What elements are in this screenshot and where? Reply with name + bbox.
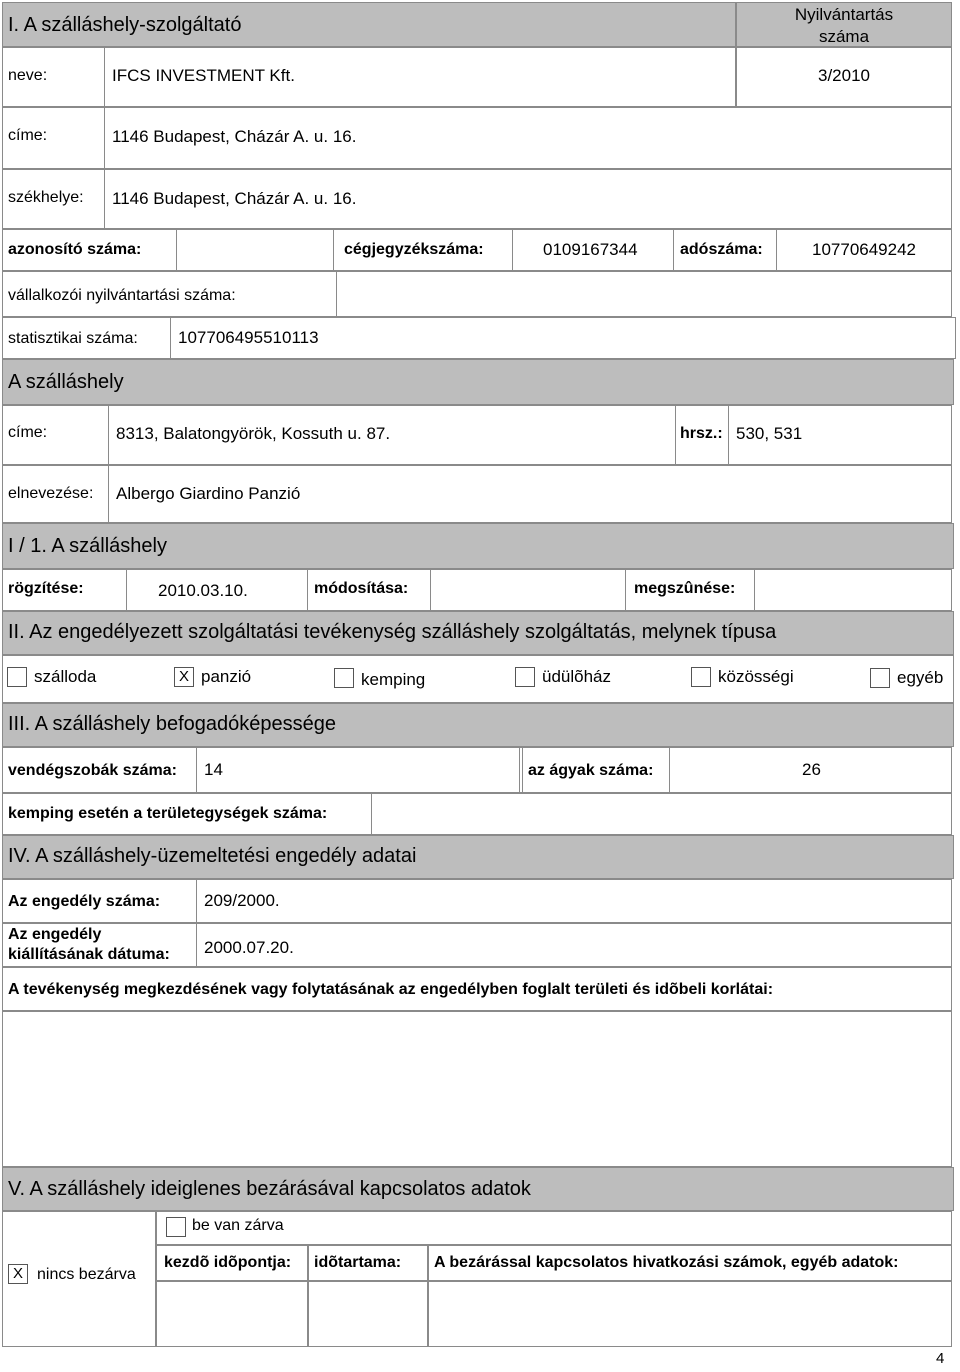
type-egyeb-label: egyéb — [897, 668, 944, 687]
activity-types-row — [2, 655, 954, 703]
type-udulohaz-checkbox[interactable] — [515, 667, 535, 687]
recorded-value: 2010.03.10. — [158, 581, 248, 600]
permit-date-label-line2: kiállításának dátuma: — [8, 946, 170, 963]
provider-id-value-cell — [176, 229, 334, 271]
provider-address-label: címe: — [8, 127, 48, 144]
registration-number-label-line1: Nyilvántartás — [794, 5, 894, 24]
closure-refs-label: A bezárással kapcsolatos hivatkozási számok, egyéb adatok: — [434, 1254, 899, 1271]
rooms-value: 14 — [204, 760, 223, 779]
closure-heading: V. A szálláshely ideiglenes bezárásával kapcsolatos adatok — [8, 1178, 531, 1200]
type-kemping-checkbox[interactable] — [334, 668, 354, 688]
registration-number-label-line2: száma — [818, 27, 870, 46]
provider-seat-label: székhelye: — [8, 189, 84, 206]
stat-value: 107706495510113 — [178, 328, 319, 347]
rooms-label: vendégszobák száma: — [8, 762, 177, 779]
permit-heading: IV. A szálláshely-üzemeltetési engedély adatai — [8, 845, 417, 867]
hrsz-value: 530, 531 — [736, 424, 803, 443]
registration-heading: I / 1. A szálláshely — [8, 535, 167, 557]
ended-label: megszûnése: — [634, 580, 736, 597]
permit-date-value: 2000.07.20. — [204, 938, 294, 957]
permit-number-label: Az engedély száma: — [8, 893, 161, 910]
permit-limits-area — [2, 1011, 952, 1167]
type-kemping-label: kemping — [361, 670, 426, 689]
rooms-value-cell — [196, 747, 520, 793]
closure-refs-value-cell — [428, 1281, 952, 1347]
modified-label: módosítása: — [314, 580, 409, 597]
closure-start-value-cell — [156, 1281, 308, 1347]
permit-date-value-cell — [196, 923, 952, 967]
closed-checkbox[interactable] — [166, 1217, 186, 1237]
page-number: 4 — [936, 1350, 945, 1367]
stat-label: statisztikai száma: — [8, 330, 138, 347]
permit-number-value-cell — [196, 879, 952, 923]
type-kozossegi-checkbox[interactable] — [691, 667, 711, 687]
provider-heading: I. A szálláshely-szolgáltató — [8, 14, 242, 36]
not-closed-checkbox[interactable]: X — [8, 1264, 28, 1284]
type-szalloda-label: szálloda — [34, 667, 97, 686]
permit-date-label-line1: Az engedély — [8, 926, 102, 943]
camping-label: kemping esetén a területegységek száma: — [8, 805, 328, 822]
entrepreneur-value-cell — [336, 271, 952, 317]
provider-name-value: IFCS INVESTMENT Kft. — [112, 66, 295, 85]
recorded-label: rögzítése: — [8, 580, 84, 597]
accommodation-address-label: címe: — [8, 424, 48, 441]
type-szalloda-checkbox[interactable] — [7, 667, 27, 687]
beds-value: 26 — [802, 760, 821, 779]
type-udulohaz-label: üdülõház — [542, 667, 612, 686]
permit-limits-label: A tevékenység megkezdésének vagy folytatásának az engedélyben foglalt területi és idõbeli korlátai: — [8, 981, 774, 998]
accommodation-header — [2, 359, 954, 405]
capacity-heading: III. A szálláshely befogadóképessége — [8, 713, 337, 735]
type-panzio-checkbox[interactable]: X — [174, 667, 194, 687]
company-reg-label: cégjegyzékszáma: — [344, 241, 484, 258]
provider-seat-value: 1146 Budapest, Cházár A. u. 16. — [112, 189, 357, 208]
type-egyeb-checkbox[interactable] — [870, 668, 890, 688]
company-reg-value: 0109167344 — [543, 240, 638, 259]
provider-id-label: azonosító száma: — [8, 241, 142, 258]
accommodation-address-value: 8313, Balatongyörök, Kossuth u. 87. — [116, 424, 391, 443]
registration-number-value: 3/2010 — [818, 66, 870, 85]
closure-duration-label: idõtartama: — [314, 1254, 402, 1271]
not-closed-label: nincs bezárva — [37, 1266, 136, 1283]
beds-label: az ágyak száma: — [528, 762, 654, 779]
closed-label: be van zárva — [192, 1217, 284, 1234]
accommodation-name-value: Albergo Giardino Panzió — [116, 484, 301, 503]
accommodation-name-label: elnevezése: — [8, 485, 94, 502]
closure-start-label: kezdõ idõpontja: — [164, 1254, 292, 1271]
tax-value: 10770649242 — [812, 240, 917, 259]
tax-label: adószáma: — [680, 241, 763, 258]
activity-heading: II. Az engedélyezett szolgáltatási tevékenység szálláshely szolgáltatás, melynek típusa — [8, 621, 777, 643]
modified-value-cell — [430, 569, 626, 611]
entrepreneur-label: vállalkozói nyilvántartási száma: — [8, 287, 236, 304]
provider-name-label: neve: — [8, 67, 48, 84]
provider-address-value: 1146 Budapest, Cházár A. u. 16. — [112, 127, 357, 146]
type-kozossegi-label: közösségi — [718, 667, 794, 686]
permit-number-value: 209/2000. — [204, 891, 280, 910]
closure-duration-value-cell — [308, 1281, 428, 1347]
ended-value-cell — [754, 569, 952, 611]
type-panzio-label: panzió — [201, 667, 252, 686]
accommodation-heading: A szálláshely — [8, 371, 124, 393]
hrsz-label: hrsz.: — [680, 425, 723, 442]
